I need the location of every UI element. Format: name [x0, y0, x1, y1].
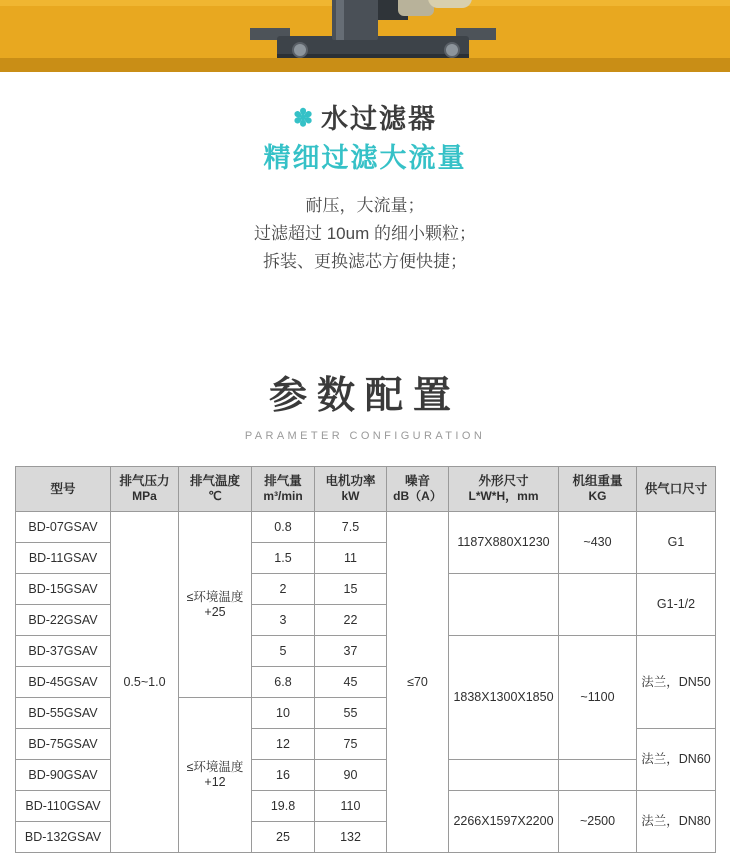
col-header-dimensions-sub: L*W*H，mm: [468, 489, 539, 503]
cell-model: BD-132GSAV: [16, 822, 111, 853]
machine-column-highlight: [336, 0, 344, 40]
cell-power: 75: [315, 729, 387, 760]
cell-dimensions-3: 2266X1597X2200: [449, 791, 559, 853]
col-header-power-sub: kW: [341, 489, 360, 503]
col-header-temperature: [179, 467, 252, 512]
cell-model: BD-110GSAV: [16, 791, 111, 822]
col-header-noise: [387, 467, 449, 512]
cell-model: BD-15GSAV: [16, 574, 111, 605]
cell-flow: 3: [252, 605, 315, 636]
col-header-flow-main: 排气量: [264, 474, 302, 488]
col-header-temperature-main: 排气温度: [189, 474, 240, 488]
cell-weight-blank-1: [559, 574, 637, 636]
col-header-noise-main: 噪音: [404, 474, 430, 488]
product-photo-band: [0, 0, 730, 72]
cell-power: 15: [315, 574, 387, 605]
cell-dimensions-1: 1187X880X1230: [449, 512, 559, 574]
col-header-power-main: 电机功率: [325, 474, 376, 488]
cell-temperature-1-line2: +25: [204, 604, 226, 619]
cell-port-5: 法兰，DN80: [637, 791, 716, 853]
parameter-title-en: PARAMETER CONFIGURATION: [244, 430, 486, 442]
cell-model: BD-55GSAV: [16, 698, 111, 729]
cell-flow: 16: [252, 760, 315, 791]
parameter-title-cn: 参数配置: [268, 375, 461, 417]
col-header-noise-sub: dB（A）: [393, 489, 442, 503]
cell-dimensions-blank-1: [449, 574, 559, 636]
col-header-temperature-sub: ℃: [208, 489, 222, 503]
col-header-power: [315, 467, 387, 512]
cell-weight-blank-2: [559, 760, 637, 791]
table-header-row: [16, 467, 716, 512]
cell-power: 11: [315, 543, 387, 574]
cell-dimensions-blank-2: [449, 760, 559, 791]
cell-flow: 0.8: [252, 512, 315, 543]
col-header-pressure: [111, 467, 179, 512]
cell-model: BD-37GSAV: [16, 636, 111, 667]
cell-flow: 12: [252, 729, 315, 760]
cell-model: BD-22GSAV: [16, 605, 111, 636]
spec-table-wrapper: [15, 466, 715, 853]
cell-port-3: 法兰，DN50: [637, 636, 716, 729]
col-header-flow-sub: m³/min: [263, 489, 303, 503]
col-header-flow: [252, 467, 315, 512]
feature-title-line1-text: 水过滤器: [321, 104, 438, 134]
cell-model: BD-07GSAV: [16, 512, 111, 543]
cell-flow: 1.5: [252, 543, 315, 574]
cell-port-4: 法兰，DN60: [637, 729, 716, 791]
cell-model: BD-11GSAV: [16, 543, 111, 574]
feature-bullet-3: 拆装、更换滤芯方便快捷；: [263, 252, 467, 271]
spec-table: [15, 466, 716, 853]
cell-power: 110: [315, 791, 387, 822]
cell-flow: 6.8: [252, 667, 315, 698]
col-header-port-size: [637, 467, 716, 512]
cell-port-2: G1-1/2: [637, 574, 716, 636]
asterisk-icon: ✽: [292, 105, 316, 132]
cell-temperature-2-line1: ≤环境温度: [186, 760, 244, 774]
cell-power: 132: [315, 822, 387, 853]
cell-power: 37: [315, 636, 387, 667]
cell-model: BD-75GSAV: [16, 729, 111, 760]
parameter-heading: [0, 372, 730, 442]
col-header-dimensions-main: 外形尺寸: [478, 474, 529, 488]
cell-temperature-group-2: [179, 698, 252, 853]
cell-model: BD-45GSAV: [16, 667, 111, 698]
table-row: [16, 512, 716, 543]
feature-bullet-1: 耐压，大流量；: [305, 196, 425, 215]
col-header-model-main: 型号: [50, 481, 76, 496]
cell-dimensions-2: 1838X1300X1850: [449, 636, 559, 760]
feature-bullet-2: 过滤超过 10um 的细小颗粒；: [254, 224, 476, 243]
col-header-weight-sub: KG: [588, 489, 607, 503]
cell-flow: 2: [252, 574, 315, 605]
feature-title-line1: [0, 100, 730, 138]
cell-port-1: G1: [637, 512, 716, 574]
cell-weight-2: ~1100: [559, 636, 637, 760]
base-bolt-right: [444, 42, 460, 58]
feature-bullet-list: [0, 192, 730, 276]
cell-pressure: 0.5~1.0: [111, 512, 179, 853]
cell-flow: 19.8: [252, 791, 315, 822]
cell-power: 7.5: [315, 512, 387, 543]
cell-flow: 25: [252, 822, 315, 853]
floor-shadow: [0, 58, 730, 72]
cell-model: BD-90GSAV: [16, 760, 111, 791]
cell-temperature-2-line2: +12: [204, 775, 226, 789]
cell-flow: 10: [252, 698, 315, 729]
feature-section: [0, 72, 730, 276]
cell-noise: ≤70: [387, 512, 449, 853]
col-header-pressure-main: 排气压力: [119, 474, 170, 488]
col-header-pressure-sub: MPa: [132, 489, 157, 503]
cell-flow: 5: [252, 636, 315, 667]
cell-weight-1: ~430: [559, 512, 637, 574]
col-header-dimensions: [449, 467, 559, 512]
cell-temperature-1-line1: ≤环境温度: [186, 589, 244, 604]
cell-weight-3: ~2500: [559, 791, 637, 853]
col-header-model: [16, 467, 111, 512]
cell-power: 45: [315, 667, 387, 698]
cell-power: 22: [315, 605, 387, 636]
cell-temperature-group-1: [179, 512, 252, 698]
base-bolt-left: [292, 42, 308, 58]
col-header-weight: [559, 467, 637, 512]
col-header-weight-main: 机组重量: [572, 474, 623, 488]
col-header-port-size-main: 供气口尺寸: [644, 481, 708, 496]
cell-power: 55: [315, 698, 387, 729]
feature-title-line2: 精细过滤大流量: [263, 143, 467, 173]
cell-power: 90: [315, 760, 387, 791]
machine-knob-secondary: [428, 0, 472, 8]
